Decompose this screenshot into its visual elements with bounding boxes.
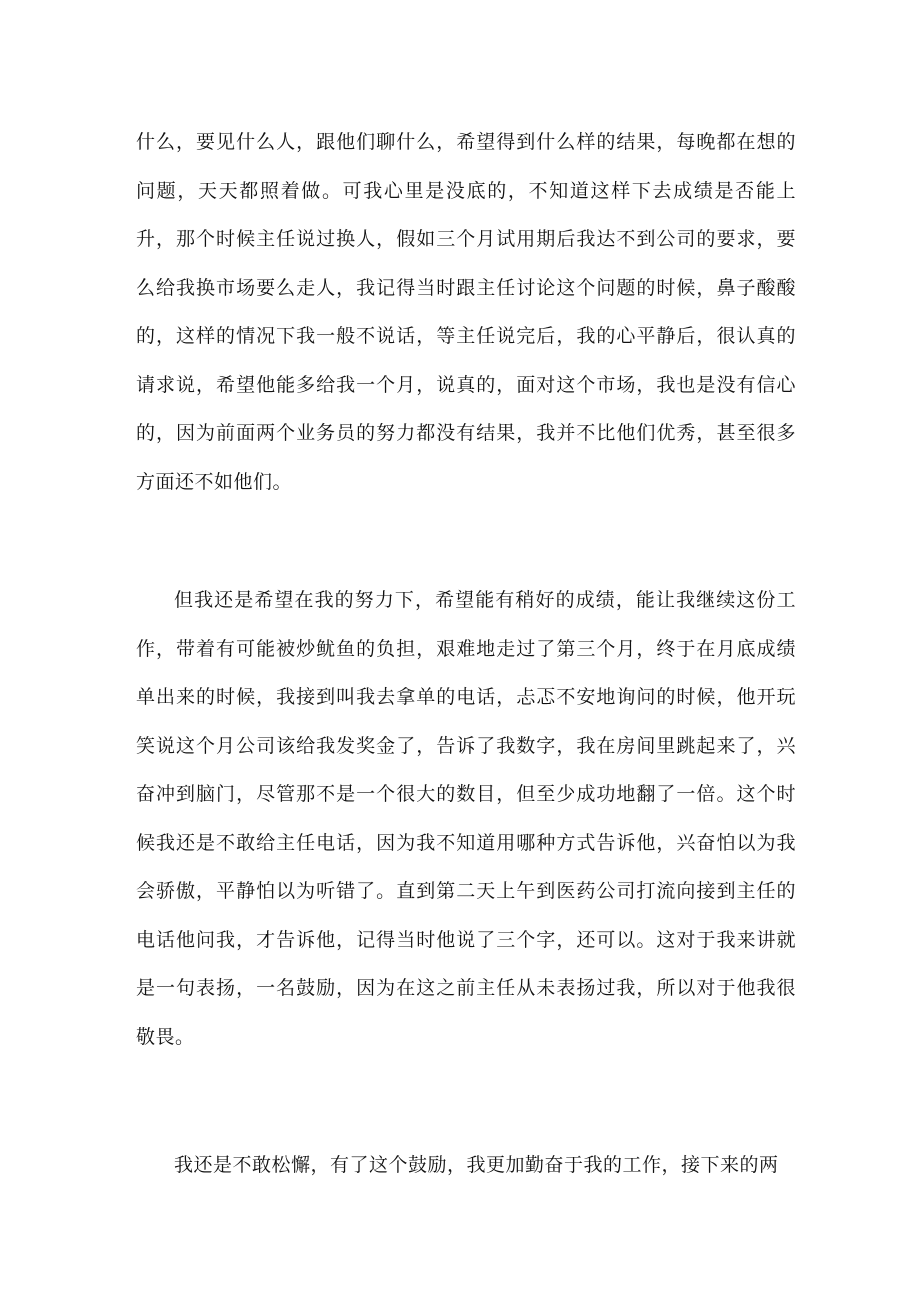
paragraph: 但我还是希望在我的努力下，希望能有稍好的成绩，能让我继续这份工作，带着有可能被炒鱿鱼的负担，艰难地走过了第三个月，终于在月底成绩单出来的时候，我接到叫我去拿单的电话，忐忑不安地询问的时候，他开玩笑说这个月公司该给我发奖金了，告诉了我数字，我在房间里跳起来了，兴奋冲到脑门，尽管那不是一个很大的数目，但至少成功地翻了一倍。这个时候我还是不敢给主任电话，因为我不知道用哪种方式告诉他，兴奋怕以为我会骄傲，平静怕以为听错了。直到第二天上午到医药公司打流向接到主任的电话他问我，才告诉他，记得当时他说了三个字，还可以。这对于我来讲就是一句表扬，一名鼓励，因为在这之前主任从未表扬过我，所以对于他我很敬畏。 xyxy=(136,589,796,1048)
paragraph: 我还是不敢松懈，有了这个鼓励，我更加勤奋于我的工作，接下来的两 xyxy=(174,1154,779,1176)
paragraph-continued: 什么，要见什么人，跟他们聊什么，希望得到什么样的结果，每晚都在想的问题，天天都照着做。可我心里是没底的，不知道这样下去成绩是否能上升，那个时候主任说过换人，假如三个月试用期后我达不到公司的要求，要么给我换市场要么走人，我记得当时跟主任讨论这个问题的时候，鼻子酸酸的，这样的情况下我一般不说话，等主任说完后，我的心平静后，很认真的请求说，希望他能多给我一个月，说真的，面对这个市场，我也是没有信心的，因为前面两个业务员的努力都没有结果，我并不比他们优秀，甚至很多方面还不如他们。 xyxy=(136,131,796,493)
